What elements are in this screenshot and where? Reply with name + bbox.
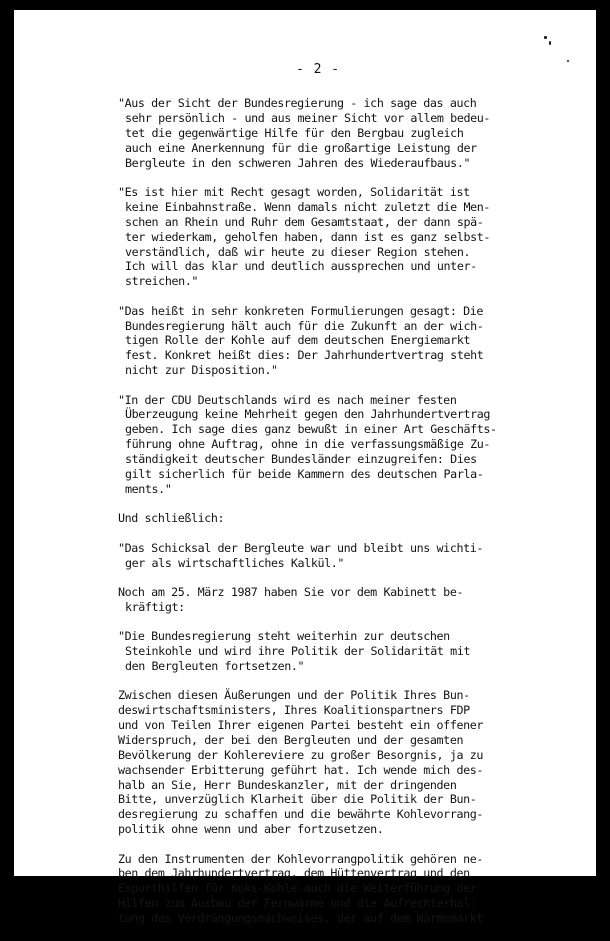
text-line: führung ohne Auftrag, ohne in die verfassungsmäßige Zu-: [125, 437, 491, 452]
scan-speck: [549, 41, 551, 45]
text-line: den Bergleuten fortsetzen.": [125, 658, 305, 673]
text-line: politik ohne wenn und aber fortzusetzen.: [118, 822, 384, 837]
text-line: Steinkohle und wird ihre Politik der Solidarität mit: [125, 643, 471, 658]
text-line: Und schließlich:: [118, 511, 225, 526]
text-line: desregierung zu schaffen und die bewährte Kohlevorrang-: [118, 807, 484, 822]
text-line: Bevölkerung der Kohlereviere zu großer Besorgnis, ja zu: [118, 747, 484, 762]
text-line: "Es ist hier mit Recht gesagt worden, Solidarität ist: [118, 184, 470, 199]
text-line: tigen Rolle der Kohle auf dem deutschen Energiemarkt: [125, 333, 471, 348]
text-line: Zwischen diesen Äußerungen und der Politik Ihres Bun-: [118, 688, 470, 703]
text-line: "In der CDU Deutschlands wird es nach meiner festen: [118, 392, 457, 407]
text-line: "Das Schicksal der Bergleute war und bleibt uns wichti-: [118, 540, 484, 555]
scan-speck: [544, 36, 547, 39]
text-line: tung des Verdrängungsnachweises, der auf dem Wärmemarkt: [118, 911, 484, 926]
text-line: Noch am 25. März 1987 haben Sie vor dem Kabinett be-: [118, 584, 464, 599]
text-line: Zu den Instrumenten der Kohlevorrangpolitik gehören ne-: [118, 851, 484, 866]
text-line: Bergleute in den schweren Jahren des Wiederaufbaus.": [125, 155, 471, 170]
text-line: Widerspruch, der bei den Bergleuten und der gesamten: [118, 732, 464, 747]
text-line: Ich will das klar und deutlich aussprechen und unter-: [125, 259, 477, 274]
text-line: Überzeugung keine Mehrheit gegen den Jahrhundertvertrag: [125, 407, 491, 422]
paragraph-6: [118, 541, 558, 571]
text-line: ter wiederkam, geholfen haben, dann ist es ganz selbst-: [125, 229, 491, 244]
text-line: "Die Bundesregierung steht weiterhin zur deutschen: [118, 629, 450, 644]
paragraph-10: [118, 852, 558, 927]
text-line: geben. Ich sage dies ganz bewußt in einer Art Geschäfts-: [125, 422, 497, 437]
text-line: schen an Rhein und Ruhr dem Gesamtstaat, der dann spä-: [125, 214, 484, 229]
paragraph-1: [118, 96, 558, 171]
text-line: auch eine Anerkennung für die großartige Leistung der: [125, 140, 477, 155]
paragraph-3: [118, 304, 558, 379]
text-line: halb an Sie, Herr Bundeskanzler, mit der dringenden: [118, 777, 457, 792]
paragraph-4: [118, 393, 558, 497]
paragraph-9: [118, 688, 558, 837]
scan-speck: [567, 60, 569, 62]
paragraph-7: [118, 585, 558, 615]
paragraph-2: [118, 185, 558, 289]
letter-body: [118, 96, 558, 941]
text-line: Exporthilfen für Koks-Kohle auch die Weiterführung der: [118, 881, 477, 896]
text-line: gilt sicherlich für beide Kammern des deutschen Parla-: [125, 467, 484, 482]
text-line: wachsender Erbitterung geführt hat. Ich wende mich des-: [118, 762, 484, 777]
text-line: sehr persönlich - und aus meiner Sicht vor allem bedeu-: [125, 110, 491, 125]
page-number: - 2 -: [296, 62, 341, 77]
paragraph-8: [118, 629, 558, 674]
text-line: streichen.": [125, 274, 199, 289]
text-line: ben dem Jahrhundertvertrag, dem Hüttenvertrag und den: [118, 866, 470, 881]
text-line: deswirtschaftsministers, Ihres Koalitionspartners FDP: [118, 703, 470, 718]
paragraph-5: [118, 511, 558, 526]
text-line: fest. Konkret heißt dies: Der Jahrhundertvertrag steht: [125, 348, 484, 363]
text-line: ständigkeit deutscher Bundesländer einzugreifen: Dies: [125, 452, 477, 467]
text-line: "Das heißt in sehr konkreten Formulierungen gesagt: Die: [118, 303, 484, 318]
text-line: Bundesregierung hält auch für die Zukunft an der wich-: [125, 318, 484, 333]
text-line: Bitte, unverzüglich Klarheit über die Politik der Bun-: [118, 792, 477, 807]
text-line: und von Teilen Ihrer eigenen Partei besteht ein offener: [118, 717, 484, 732]
text-line: nicht zur Disposition.": [125, 363, 278, 378]
text-line: keine Einbahnstraße. Wenn damals nicht zuletzt die Men-: [125, 199, 491, 214]
text-line: ments.": [125, 482, 172, 497]
text-line: ger als wirtschaftliches Kalkül.": [125, 555, 345, 570]
text-line: kräftigt:: [125, 599, 185, 614]
text-line: verständlich, daß wir heute zu dieser Region stehen.: [125, 244, 471, 259]
text-line: Hilfen zum Ausbau der Fernwärme und die Aufrechterhal-: [118, 896, 477, 911]
document-page: [14, 10, 596, 926]
text-line: "Aus der Sicht der Bundesregierung - ich sage das auch: [118, 96, 477, 110]
text-line: tet die gegenwärtige Hilfe für den Bergbau zugleich: [125, 125, 464, 140]
